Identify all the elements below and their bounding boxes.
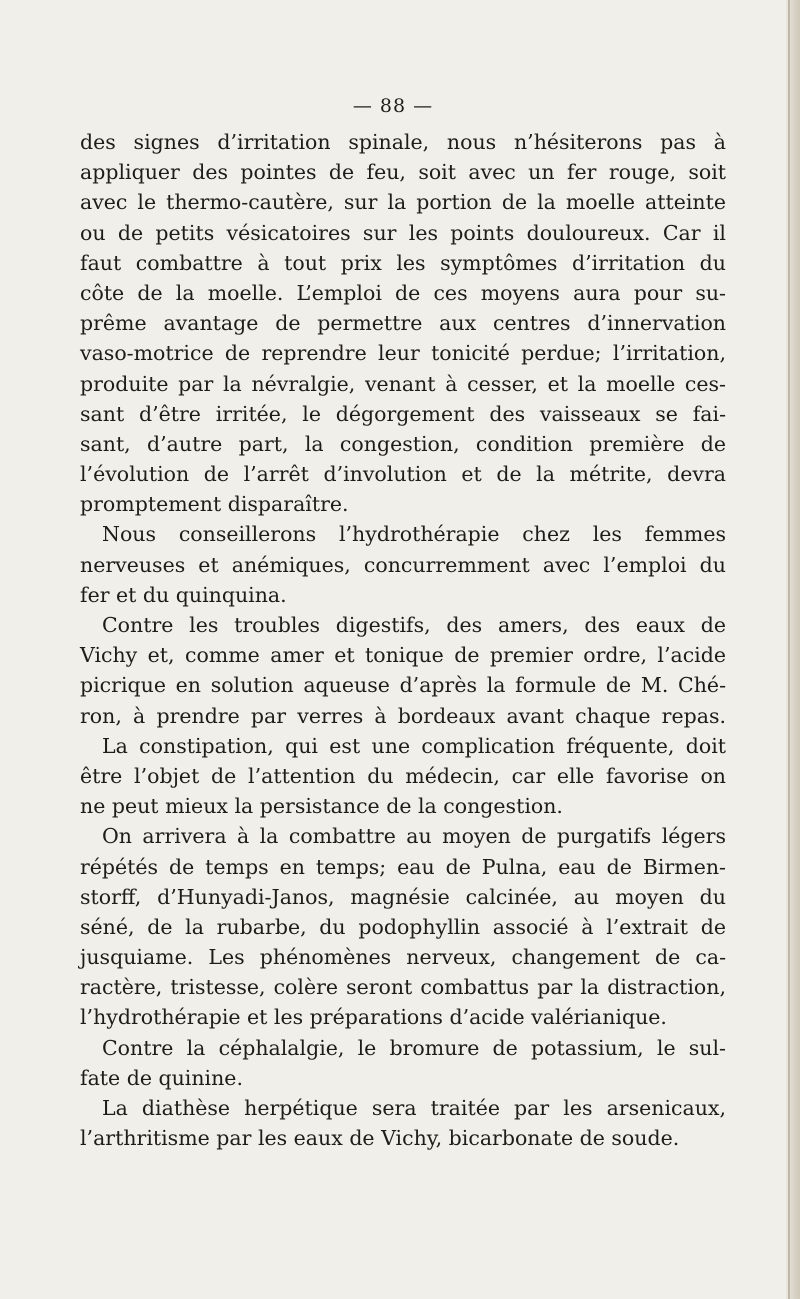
text-line: côte de la moelle. L’emploi de ces moyens aura pour su- (80, 280, 726, 305)
text-line: appliquer des pointes de feu, soit avec un fer rouge, soit (80, 160, 726, 185)
text-line: l’hydrothérapie et les préparations d’acide valérianique. (80, 1005, 667, 1030)
text-line: vaso-motrice de reprendre leur tonicité perdue; l’irritation, (80, 341, 726, 366)
text-line: fate de quinine. (80, 1065, 243, 1090)
text-line: des signes d’irritation spinale, nous n’hésiterons pas à (80, 130, 726, 154)
page-edge-line (788, 0, 790, 1299)
text-line: Contre la céphalalgie, le bromure de potassium, le sul- (102, 1035, 726, 1060)
body-text (80, 127, 726, 1153)
text-line: répétés de temps en temps; eau de Pulna, eau de Birmen- (80, 854, 726, 879)
text-line: picrique en solution aqueuse d’après la formule de M. Ché- (80, 673, 726, 698)
text-line: l’évolution de l’arrêt d’involution et de la métrite, devra (80, 462, 726, 487)
text-line: avec le thermo-cautère, sur la portion de la moelle atteinte (80, 190, 726, 215)
page-number: — 88 — (352, 95, 434, 117)
text-line: storff, d’Hunyadi-Janos, magnésie calcinée, au moyen du (80, 884, 726, 909)
text-line: Nous conseillerons l’hydrothérapie chez les femmes (102, 522, 726, 547)
text-line: nerveuses et anémiques, concurremment avec l’emploi du (80, 552, 726, 577)
text-line: être l’objet de l’attention du médecin, car elle favorise on (80, 763, 726, 788)
text-line: sant, d’autre part, la congestion, condition première de (80, 431, 726, 456)
text-line: La diathèse herpétique sera traitée par les arsenicaux, (102, 1096, 726, 1120)
text-line: séné, de la rubarbe, du podophyllin associé à l’extrait de (80, 914, 726, 939)
text-line: On arrivera à la combattre au moyen de purgatifs légers (102, 824, 726, 849)
text-line: ou de petits vésicatoires sur les points douloureux. Car il (80, 220, 726, 245)
text-line: ron, à prendre par verres à bordeaux avant chaque repas. (80, 703, 726, 728)
text-line: sant d’être irritée, le dégorgement des vaisseaux se fai- (80, 401, 726, 426)
text-line: fer et du quinquina. (80, 582, 287, 607)
text-line: ne peut mieux la persistance de la congestion. (80, 794, 563, 819)
text-line: jusquiame. Les phénomènes nerveux, changement de ca- (80, 945, 726, 970)
text-line: prême avantage de permettre aux centres d’innervation (80, 311, 726, 336)
text-line: l’arthritisme par les eaux de Vichy, bicarbonate de soude. (80, 1126, 680, 1151)
text-line: produite par la névralgie, venant à cesser, et la moelle ces- (80, 371, 726, 396)
text-line: faut combattre à tout prix les symptômes d’irritation du (80, 250, 726, 275)
text-line: ractère, tristesse, colère seront combattus par la distraction, (80, 975, 726, 1000)
text-line: promptement disparaître. (80, 492, 349, 517)
text-line: La constipation, qui est une complication fréquente, doit (102, 733, 726, 758)
text-line: Contre les troubles digestifs, des amers, des eaux de (102, 613, 726, 637)
text-line: Vichy et, comme amer et tonique de premier ordre, l’acide (80, 643, 726, 668)
